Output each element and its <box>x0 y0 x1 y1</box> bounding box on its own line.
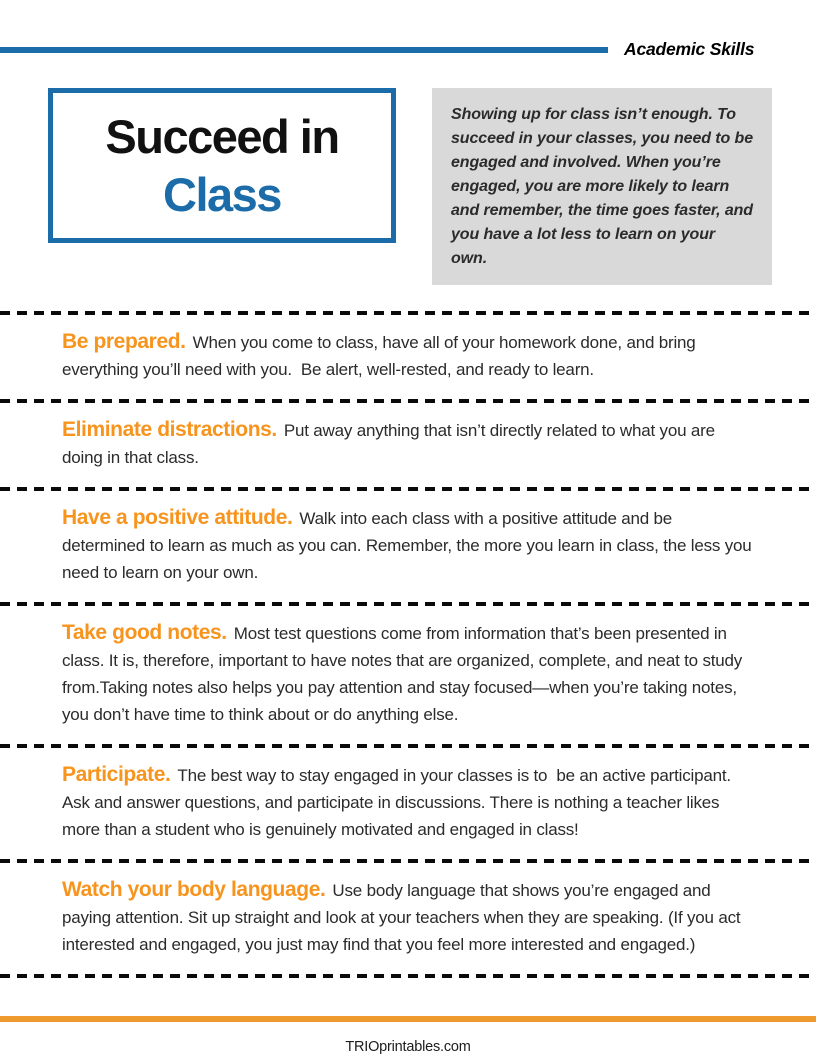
tip-heading: Eliminate distractions. <box>62 418 277 441</box>
tip-be-prepared <box>0 315 816 399</box>
tip-participate <box>0 748 816 859</box>
tip-heading: Take good notes. <box>62 621 227 644</box>
tip-body: Put away anything that isn’t directly related to what you are doing in that class. <box>62 421 720 467</box>
tip-take-good-notes <box>0 606 816 744</box>
page-title-line1: Succeed in <box>105 109 339 163</box>
tip-heading: Participate. <box>62 763 171 786</box>
tip-body: When you come to class, have all of your homework done, and bring everything you’ll need with you. Be alert, well-rested, and ready to learn. <box>62 333 701 379</box>
site-label: TRIOprintables.com <box>345 1039 471 1055</box>
tip-eliminate-distractions <box>0 403 816 487</box>
header <box>0 39 816 60</box>
header-rule <box>0 47 608 53</box>
tip-heading: Watch your body language. <box>62 878 326 901</box>
tip-body-language <box>0 863 816 974</box>
hero <box>48 88 772 285</box>
tip-positive-attitude <box>0 491 816 602</box>
dashed-separator <box>0 974 816 978</box>
footer-rule <box>0 1016 816 1022</box>
tip-body: Most test questions come from information that’s been presented in class. It is, therefore, important to have notes that are organized, complete, and neat to study from.Taking notes also helps you pay attention and stay focused—when you’re taking notes, you don’t have time to think about or do anything else. <box>62 624 747 724</box>
tip-heading: Be prepared. <box>62 330 186 353</box>
tip-body: Walk into each class with a positive attitude and be determined to learn as much as you can. Remember, the more you learn in class, the less you need to learn on your own. <box>62 509 757 582</box>
series-label: Academic Skills <box>624 39 755 59</box>
tip-heading: Have a positive attitude. <box>62 506 293 529</box>
intro-box <box>432 88 772 285</box>
title-box <box>48 88 396 243</box>
tip-body: The best way to stay engaged in your classes is to be an active participant. Ask and answer questions, and participate in discussions. There is nothing a teacher likes more than a student who is genuinely motivated and engaged in class! <box>62 766 735 839</box>
tip-body: Use body language that shows you’re engaged and paying attention. Sit up straight and look at your teachers when they are speaking. (If you act interested and engaged, you just may find that you feel more interested and engaged.) <box>62 881 745 954</box>
intro-text: Showing up for class isn’t enough. To succeed in your classes, you need to be engaged and involved. When you’re engaged, you are more likely to learn and remember, the time goes faster, and you have a lot less to learn on your own. <box>451 106 753 267</box>
footer <box>0 1016 816 1055</box>
page-title-line2: Class <box>163 167 281 221</box>
